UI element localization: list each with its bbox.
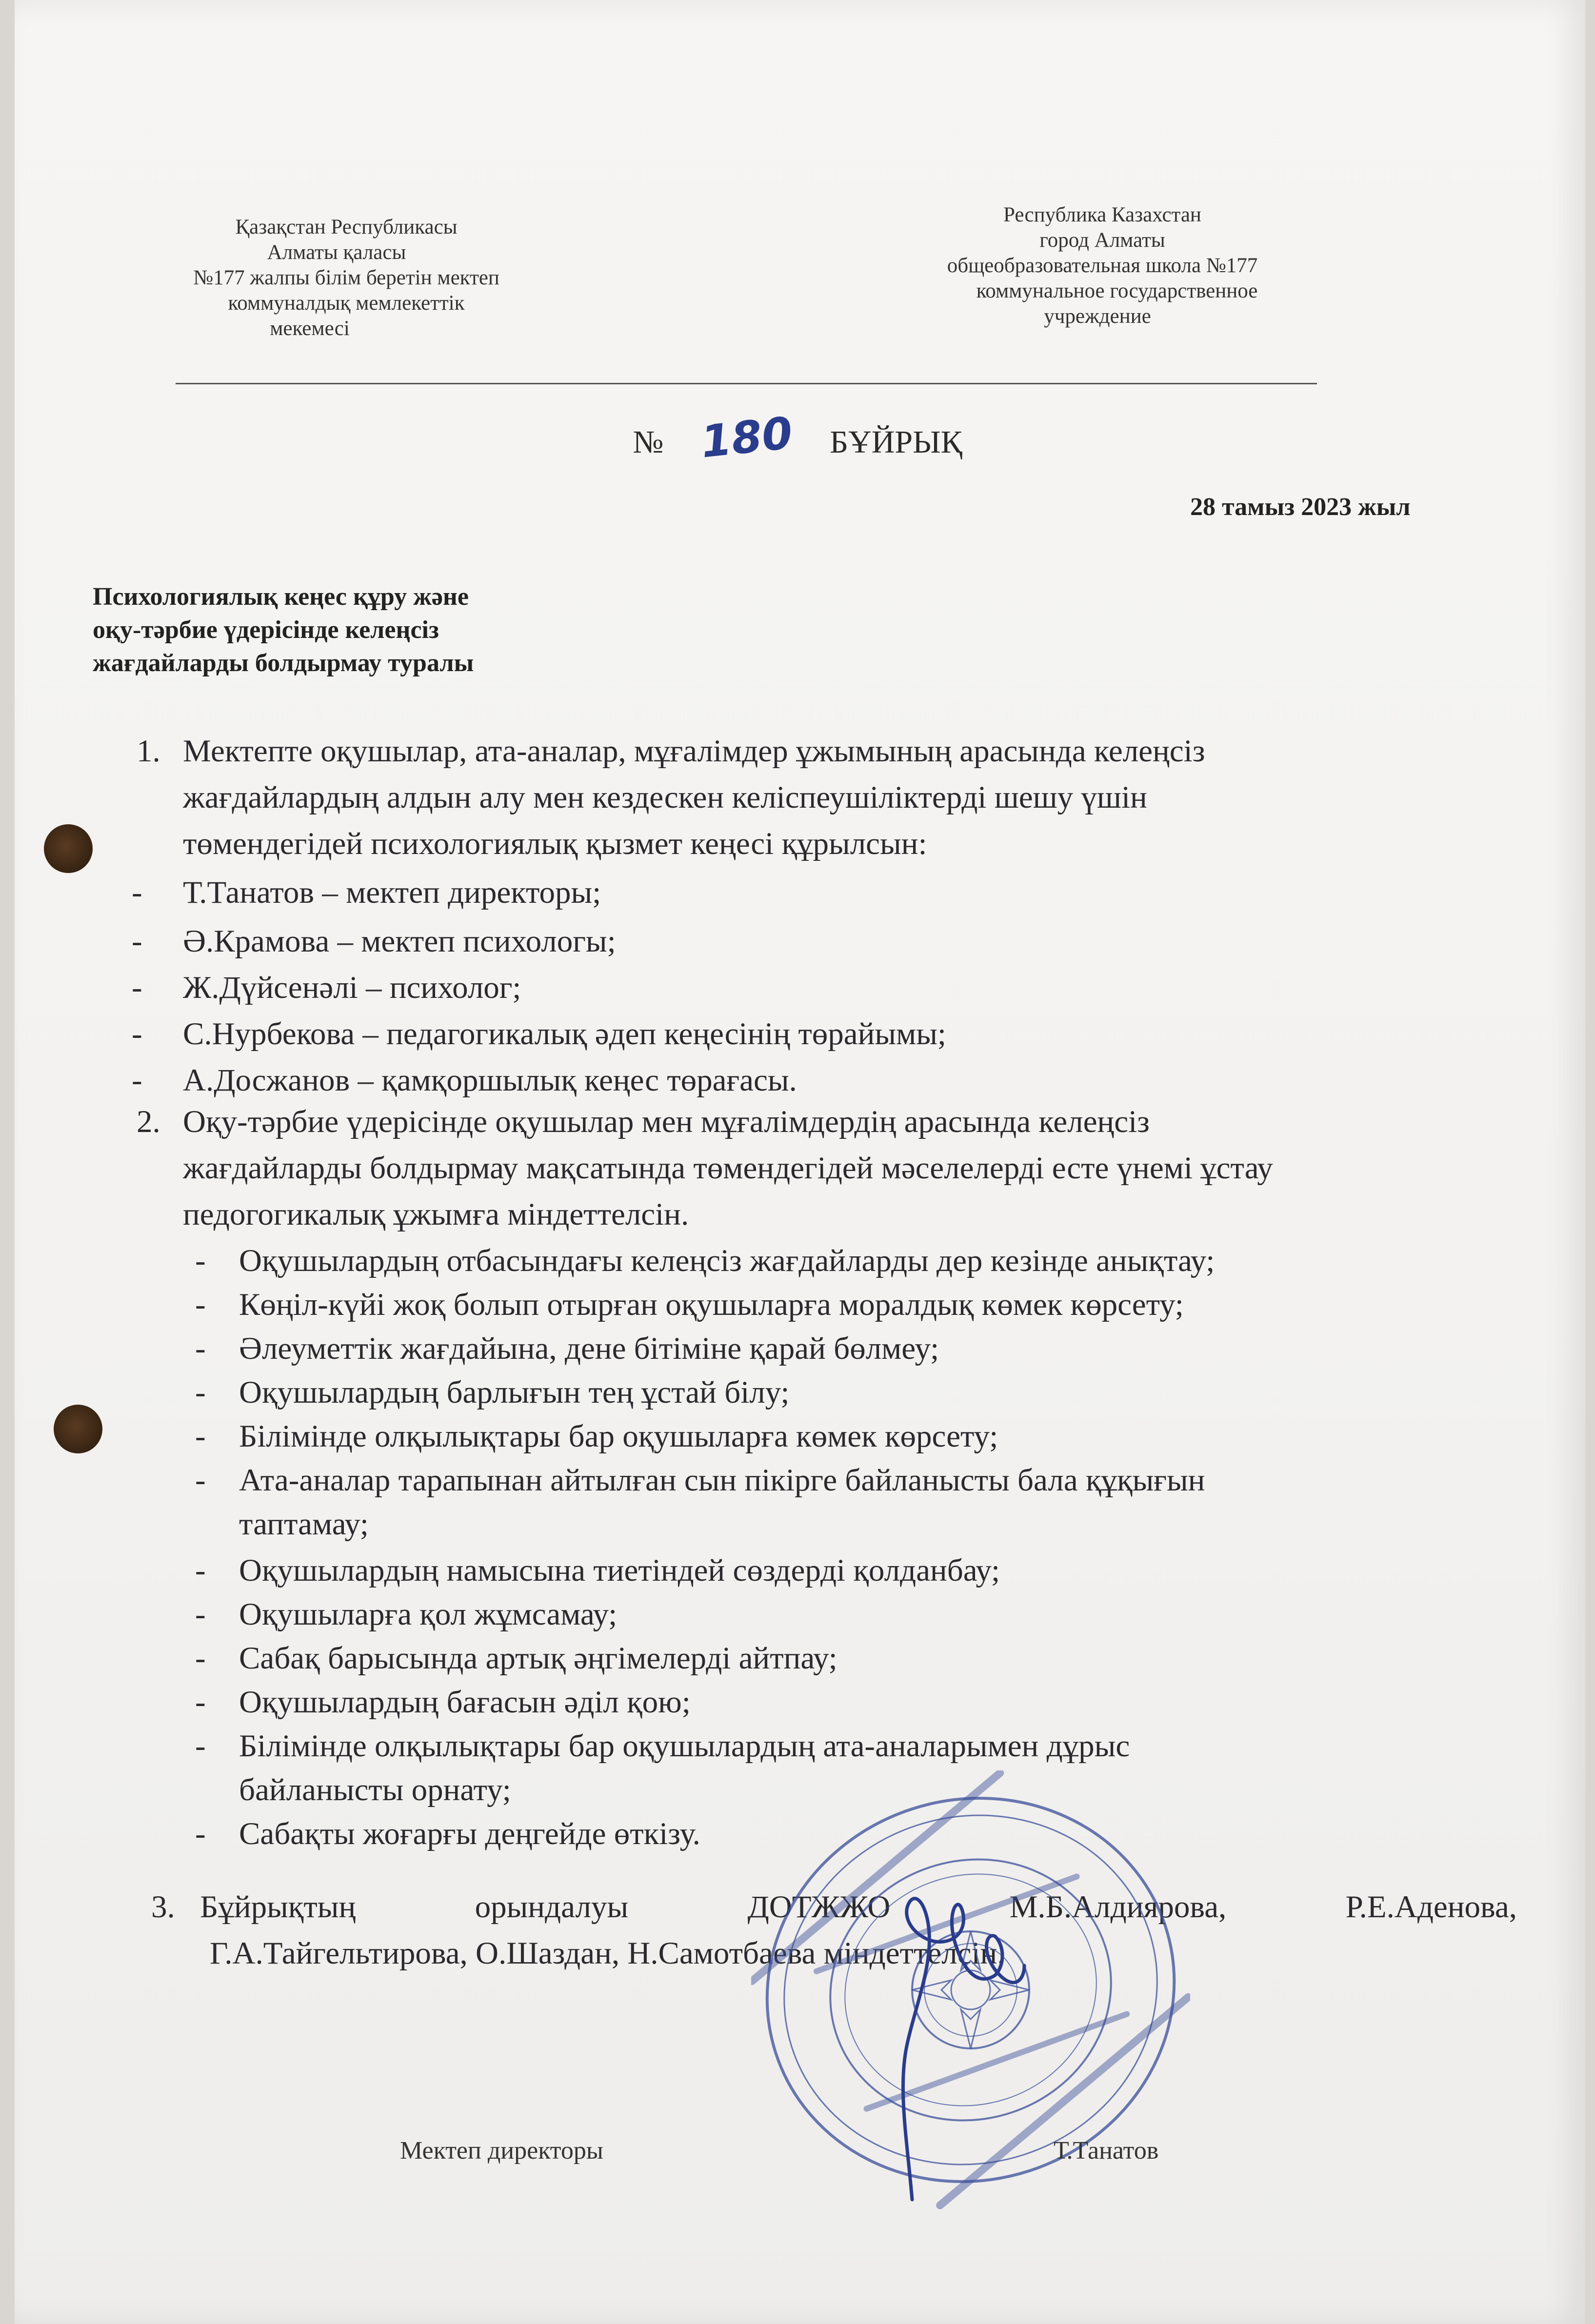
item2-line: Оқу-тәрбие үдерісінде оқушылар мен мұғалімдердің арасында келеңсіз bbox=[183, 1104, 1150, 1139]
rule-item: Оқушылардың бағасын әділ қою; bbox=[239, 1685, 691, 1720]
item1-line: жағдайлардың алдын алу мен кездескен келіспеушіліктерді шешу үшін bbox=[183, 780, 1147, 815]
member-item: С.Нурбекова – педагогикалық әдеп кеңесінің төрайымы; bbox=[183, 1016, 946, 1052]
member-item: Ә.Крамова – мектеп психологы; bbox=[183, 924, 616, 959]
order-subject bbox=[93, 580, 474, 680]
item2-marker: 2. bbox=[137, 1104, 160, 1139]
member-item: А.Досжанов – қамқоршылық кеңес төрағасы. bbox=[183, 1063, 797, 1098]
number-sign: № bbox=[633, 424, 664, 460]
rule-item: Білімінде олқылықтары бар оқушылардың ата-аналарымен дұрыс bbox=[239, 1728, 1130, 1764]
order-date: 28 тамыз 2023 жыл bbox=[1190, 493, 1411, 521]
order-type: БҰЙРЫҚ bbox=[830, 424, 962, 460]
dash-bullet: - bbox=[132, 970, 142, 1005]
dash-bullet: - bbox=[195, 1375, 206, 1410]
rule-item: Сабақ барысында артық әңгімелерді айтпау; bbox=[239, 1641, 837, 1676]
dash-bullet: - bbox=[195, 1463, 206, 1498]
member-item: Т.Танатов – мектеп директоры; bbox=[183, 875, 601, 910]
header-ru-line: общеобразовательная школа №177 bbox=[947, 254, 1258, 277]
signature-position: Мектеп директоры bbox=[400, 2137, 603, 2165]
signature-name: Т.Танатов bbox=[1054, 2137, 1159, 2165]
header-kz-line: коммуналдық мемлекеттік bbox=[228, 292, 465, 315]
item3-marker: 3. bbox=[151, 1889, 175, 1925]
subject-line: оқу-тәрбие үдерісінде келеңсіз bbox=[93, 616, 439, 644]
header-kz bbox=[161, 215, 532, 341]
item3-word: ДОТЖЖО bbox=[747, 1889, 891, 1925]
rule-item: Оқушылардың барлығын тең ұстай білу; bbox=[239, 1375, 790, 1410]
item1-marker: 1. bbox=[137, 734, 160, 769]
header-divider bbox=[176, 383, 1317, 384]
dash-bullet: - bbox=[195, 1419, 206, 1454]
rule-item: Көңіл-күйі жоқ болып отырған оқушыларға моралдық көмек көрсету; bbox=[239, 1287, 1184, 1322]
punch-hole-top bbox=[44, 824, 93, 873]
item3-line2: Г.А.Тайгельтирова, О.Шаздан, Н.Самотбаева міндеттелсін. bbox=[210, 1936, 1005, 1971]
dash-bullet: - bbox=[195, 1287, 206, 1322]
rule-item-continued: байланысты орнату; bbox=[239, 1772, 511, 1808]
dash-bullet: - bbox=[195, 1641, 206, 1676]
header-ru-line: город Алматы bbox=[1039, 229, 1165, 252]
order-number: 180 bbox=[698, 407, 795, 468]
member-item: Ж.Дүйсенәлі – психолог; bbox=[183, 970, 521, 1005]
subject-line: жағдайларды болдырмау туралы bbox=[93, 649, 474, 677]
rule-item-continued: таптамау; bbox=[239, 1507, 369, 1542]
item2-line: педогогикалық ұжымға міндеттелсін. bbox=[183, 1197, 689, 1232]
item1-line: Мектепте оқушылар, ата-аналар, мұғалімдер ұжымының арасында келеңсіз bbox=[183, 734, 1205, 769]
header-kz-line: №177 жалпы білім беретін мектеп bbox=[193, 266, 499, 289]
rule-item: Әлеуметтік жағдайына, дене бітіміне қарай бөлмеу; bbox=[239, 1331, 939, 1366]
header-ru bbox=[893, 202, 1312, 329]
dash-bullet: - bbox=[132, 875, 142, 910]
item3-word: М.Б.Алдиярова, bbox=[1009, 1889, 1227, 1925]
item3-word: Р.Е.Аденова, bbox=[1345, 1889, 1517, 1925]
header-ru-line: учреждение bbox=[1044, 305, 1151, 328]
dash-bullet: - bbox=[195, 1243, 206, 1278]
dash-bullet: - bbox=[132, 924, 142, 959]
dash-bullet: - bbox=[195, 1331, 206, 1366]
rule-item: Оқушылардың отбасындағы келеңсіз жағдайларды дер кезінде анықтау; bbox=[239, 1243, 1215, 1278]
item3-word: Бұйрықтың bbox=[200, 1889, 356, 1925]
punch-hole-bottom bbox=[54, 1405, 102, 1453]
header-ru-line: Республика Казахстан bbox=[1003, 203, 1201, 226]
item2-line: жағдайларды болдырмау мақсатында төмендегідей мәселелерді есте үнемі ұстау bbox=[183, 1151, 1273, 1186]
dash-bullet: - bbox=[132, 1016, 142, 1052]
dash-bullet: - bbox=[195, 1816, 206, 1851]
rule-item: Білімінде олқылықтары бар оқушыларға көмек көрсету; bbox=[239, 1419, 998, 1454]
dash-bullet: - bbox=[195, 1597, 206, 1632]
header-kz-line: Қазақстан Республикасы bbox=[235, 216, 458, 238]
rule-item: Оқушыларға қол жұмсамау; bbox=[239, 1597, 618, 1632]
item1-line: төмендегідей психологиялық қызмет кеңесі құрылсын: bbox=[183, 826, 927, 861]
item3-word: орындалуы bbox=[475, 1889, 629, 1925]
header-kz-line: Алматы қаласы bbox=[267, 241, 406, 264]
subject-line: Психологиялық кеңес құру және bbox=[93, 583, 469, 611]
header-ru-line: коммунальное государственное bbox=[976, 279, 1258, 302]
dash-bullet: - bbox=[195, 1553, 206, 1588]
rule-item: Сабақты жоғарғы деңгейде өткізу. bbox=[239, 1816, 700, 1851]
dash-bullet: - bbox=[132, 1063, 142, 1098]
dash-bullet: - bbox=[195, 1685, 206, 1720]
header-kz-line: мекемесі bbox=[270, 317, 350, 340]
rule-item: Ата-аналар тарапынан айтылған сын пікірге байланысты бала құқығын bbox=[239, 1463, 1205, 1498]
dash-bullet: - bbox=[195, 1728, 206, 1764]
order-title bbox=[0, 407, 1595, 468]
rule-item: Оқушылардың намысына тиетіндей сөздерді қолданбау; bbox=[239, 1553, 1000, 1588]
